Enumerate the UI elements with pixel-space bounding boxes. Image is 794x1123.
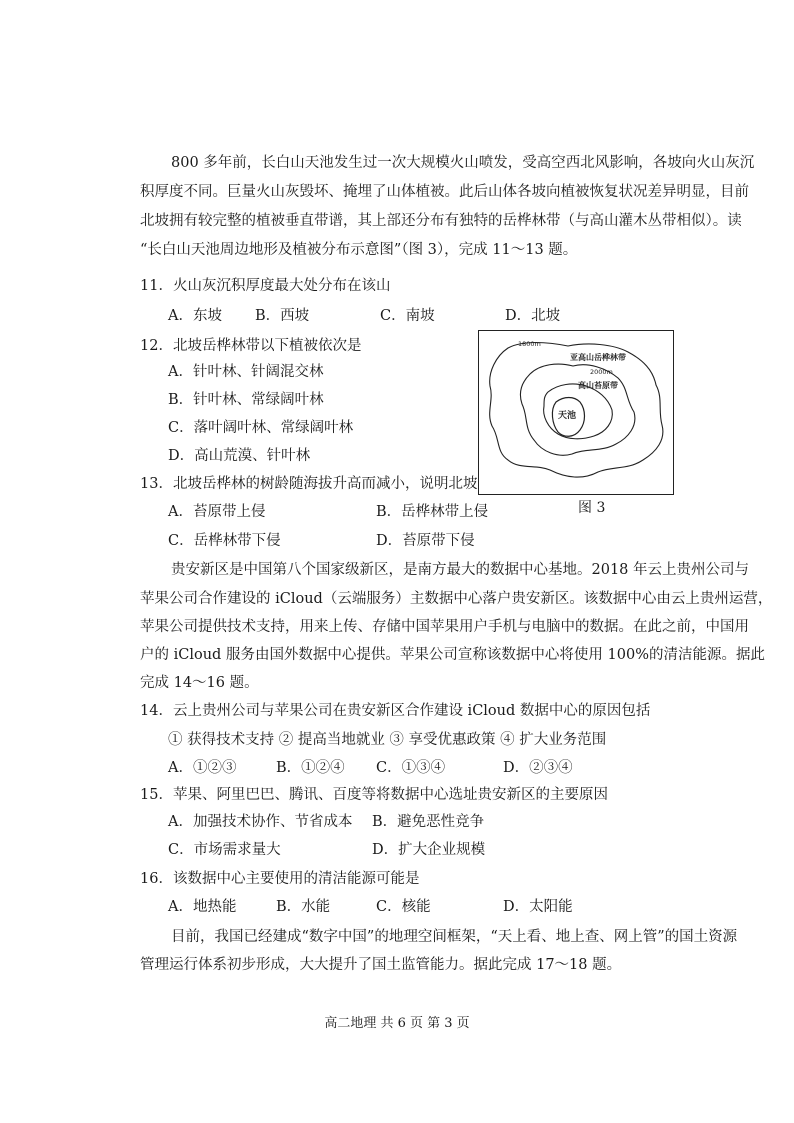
q12-option-d[interactable]: D．高山荒漠、针叶林 (168, 448, 311, 464)
q16-option-d[interactable]: D．太阳能 (503, 899, 573, 915)
q12-option-b[interactable]: B．针叶林、常绿阔叶林 (168, 392, 324, 408)
intro3-line-1: 目前，我国已经建成“数字中国”的地理空间框架，“天上看、地上查、网上管”的国土资源 (171, 929, 738, 945)
q16-option-a[interactable]: A．地热能 (168, 899, 237, 915)
q16-option-c[interactable]: C．核能 (376, 899, 431, 915)
q15-option-b[interactable]: B．避免恶性竞争 (372, 814, 485, 830)
q15-option-a[interactable]: A．加强技术协作、节省成本 (168, 814, 353, 830)
intro1-line-4: “长白山天池周边地形及植被分布示意图”（图 3），完成 11～13 题。 (140, 242, 578, 258)
label-tianchi: 天池 (558, 411, 577, 421)
q14-option-b[interactable]: B．①②④ (276, 760, 345, 776)
q12-option-c[interactable]: C．落叶阔叶林、常绿阔叶林 (168, 420, 354, 436)
q14-items: ① 获得技术支持 ② 提高当地就业 ③ 享受优惠政策 ④ 扩大业务范围 (168, 732, 607, 748)
label-2000m: 2000m (590, 368, 613, 376)
intro2-line-3: 苹果公司提供技术支持，用来上传、存储中国苹果用户手机与电脑中的数据。在此之前，中国用 (140, 619, 749, 635)
q15-option-d[interactable]: D．扩大企业规模 (372, 842, 486, 858)
intro1-line-2: 积厚度不同。巨量火山灰毁坏、掩埋了山体植被。此后山体各坡向植被恢复状况差异明显，目前 (140, 184, 749, 200)
q11-option-b[interactable]: B．西坡 (255, 308, 310, 324)
q16-stem: 16．该数据中心主要使用的清洁能源可能是 (140, 871, 420, 887)
q13-option-b[interactable]: B．岳桦林带上侵 (376, 504, 489, 520)
q13-option-d[interactable]: D．苔原带下侵 (376, 533, 475, 549)
q12-stem: 12．北坡岳桦林带以下植被依次是 (140, 338, 362, 354)
intro1-line-1: 800 多年前，长白山天池发生过一次大规模火山喷发，受高空西北风影响，各坡向火山灰沉 (171, 155, 755, 171)
q14-option-d[interactable]: D．②③④ (503, 760, 573, 776)
intro2-line-2: 苹果公司合作建设的 iCloud（云端服务）主数据中心落户贵安新区。该数据中心由云上贵州运营， (140, 591, 773, 607)
q11-stem: 11．火山灰沉积厚度最大处分布在该山 (140, 278, 391, 294)
q12-option-a[interactable]: A．针叶林、针阔混交林 (168, 364, 324, 380)
q13-stem: 13．北坡岳桦林的树龄随海拔升高而减小，说明北坡 (140, 476, 478, 492)
figure-3-map (478, 330, 674, 495)
intro3-line-2: 管理运行体系初步形成，大大提升了国土监管能力。据此完成 17～18 题。 (140, 957, 622, 973)
intro2-line-4: 户的 iCloud 服务由国外数据中心提供。苹果公司宣称该数据中心将使用 100%的清洁能源。据此 (140, 647, 765, 663)
q11-option-c[interactable]: C．南坡 (380, 308, 435, 324)
intro2-line-1: 贵安新区是中国第八个国家级新区，是南方最大的数据中心基地。2018 年云上贵州公司与 (171, 562, 750, 578)
label-1800m: 1800m (518, 340, 541, 348)
intro2-line-5: 完成 14～16 题。 (140, 675, 259, 691)
q14-option-a[interactable]: A．①②③ (168, 760, 237, 776)
q11-option-a[interactable]: A．东坡 (168, 308, 222, 324)
q13-option-a[interactable]: A．苔原带上侵 (168, 504, 266, 520)
q13-option-c[interactable]: C．岳桦林带下侵 (168, 533, 281, 549)
q16-option-b[interactable]: B．水能 (276, 899, 331, 915)
intro1-line-3: 北坡拥有较完整的植被垂直带谱，其上部还分布有独特的岳桦林带（与高山灌木丛带相似）。读 (140, 213, 742, 229)
figure-3-caption: 图 3 (578, 500, 606, 516)
label-tundra-belt: 高山苔原带 (578, 381, 618, 390)
q11-option-d[interactable]: D．北坡 (505, 308, 561, 324)
changbaishan-terrain-svg (478, 330, 674, 495)
q15-stem: 15．苹果、阿里巴巴、腾讯、百度等将数据中心选址贵安新区的主要原因 (140, 787, 608, 803)
q15-option-c[interactable]: C．市场需求量大 (168, 842, 281, 858)
page-footer: 高二地理 共 6 页 第 3 页 (324, 1016, 470, 1031)
q14-option-c[interactable]: C．①③④ (376, 760, 446, 776)
q14-stem: 14．云上贵州公司与苹果公司在贵安新区合作建设 iCloud 数据中心的原因包括 (140, 703, 651, 719)
label-yuehua-belt: 亚高山岳桦林带 (570, 353, 626, 362)
